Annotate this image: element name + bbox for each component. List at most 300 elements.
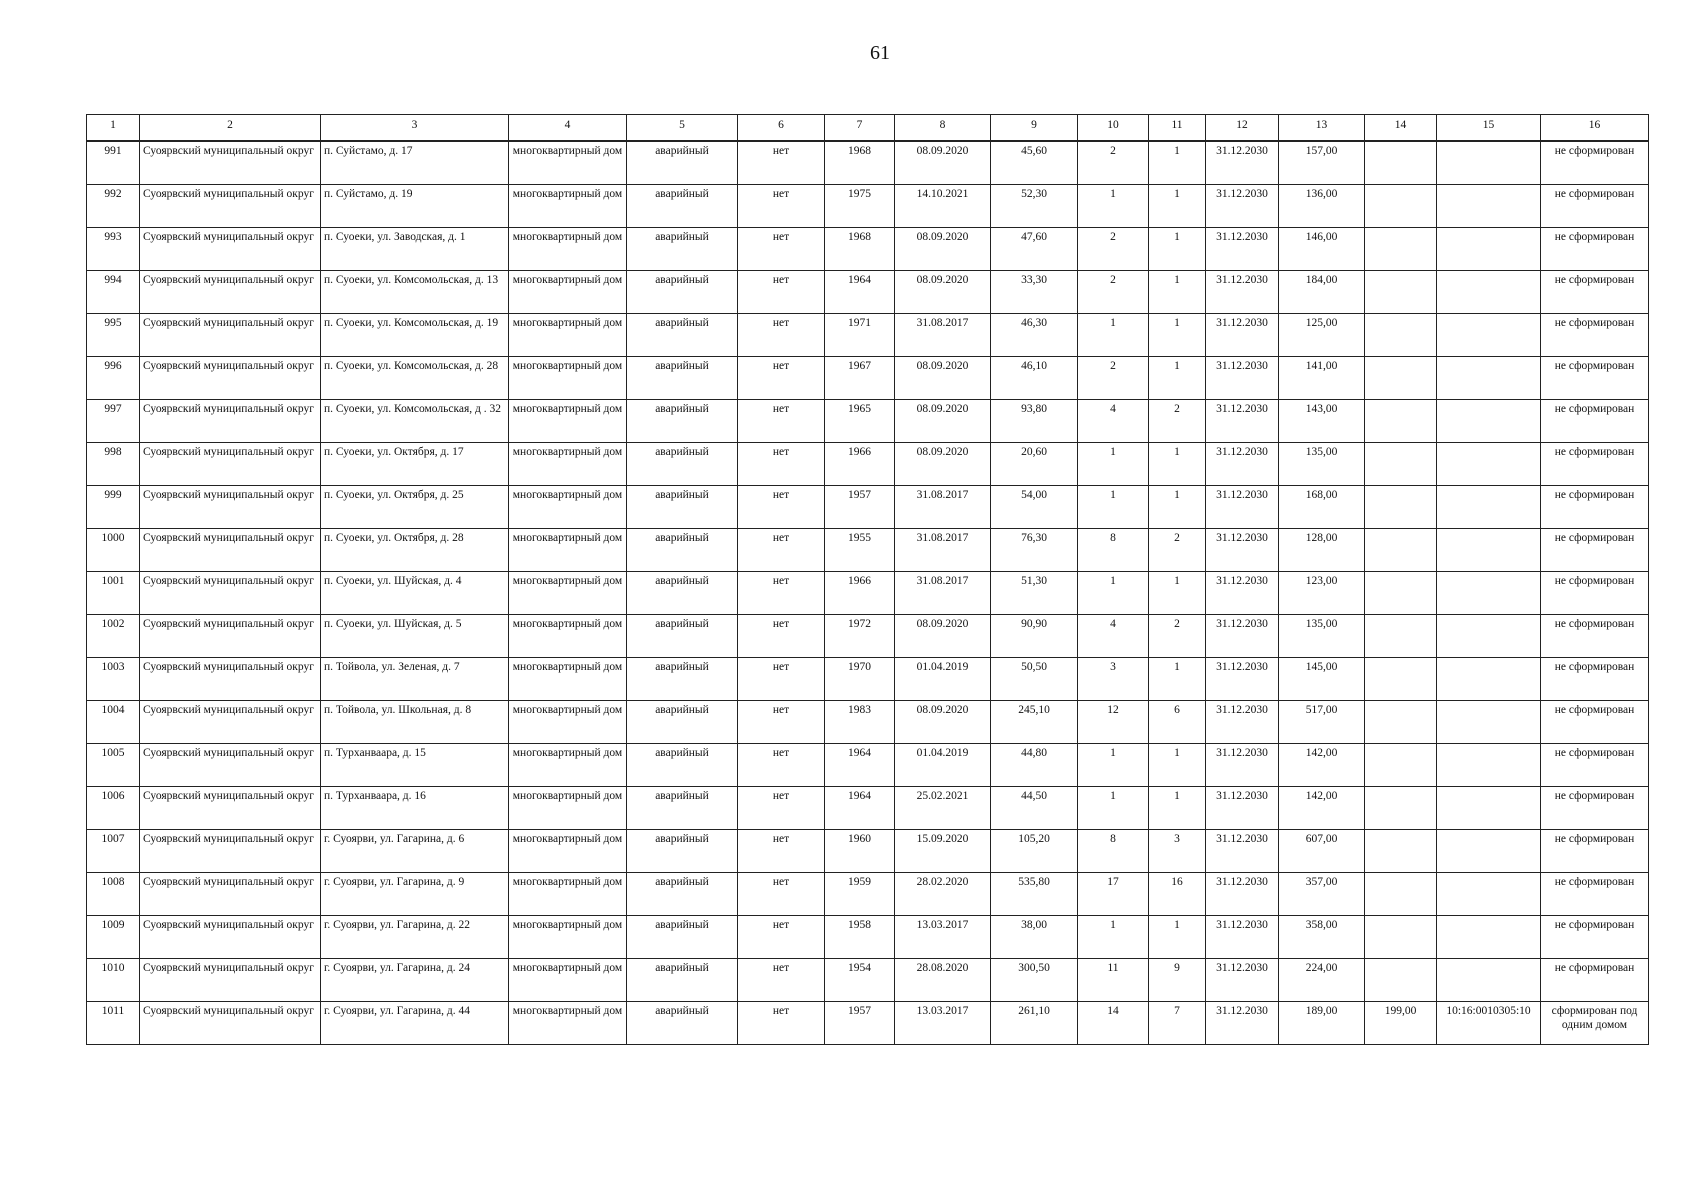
cell-building-type: многоквартирный дом xyxy=(509,915,627,958)
cell-recognition-date: 28.02.2020 xyxy=(895,872,991,915)
cell-municipality: Суоярвский муниципальный округ xyxy=(140,571,321,614)
cell-plot-status: сформирован под одним домом xyxy=(1541,1001,1649,1044)
cell-area: 245,10 xyxy=(991,700,1078,743)
cell-emergency-flag: нет xyxy=(738,614,825,657)
cell-plot-area xyxy=(1365,184,1437,227)
cell-address: п. Суоеки, ул. Октября, д. 17 xyxy=(321,442,509,485)
cell-deadline: 31.12.2030 xyxy=(1206,700,1279,743)
cell-cost: 517,00 xyxy=(1279,700,1365,743)
cell-plot-area xyxy=(1365,141,1437,184)
cell-plot-area xyxy=(1365,227,1437,270)
cell-residents: 12 xyxy=(1078,700,1149,743)
column-header: 12 xyxy=(1206,115,1279,142)
table-row xyxy=(87,786,1649,829)
cell-year-built: 1972 xyxy=(825,614,895,657)
table-row xyxy=(87,743,1649,786)
cell-condition: аварийный xyxy=(627,786,738,829)
cell-area: 90,90 xyxy=(991,614,1078,657)
cell-condition: аварийный xyxy=(627,528,738,571)
cell-area: 47,60 xyxy=(991,227,1078,270)
column-header: 10 xyxy=(1078,115,1149,142)
cell-recognition-date: 08.09.2020 xyxy=(895,399,991,442)
column-number-row xyxy=(87,115,1649,142)
cell-year-built: 1970 xyxy=(825,657,895,700)
cell-row-number: 1005 xyxy=(87,743,140,786)
cell-plot-area xyxy=(1365,958,1437,1001)
cell-building-type: многоквартирный дом xyxy=(509,1001,627,1044)
cell-cadastral-number xyxy=(1437,227,1541,270)
cell-condition: аварийный xyxy=(627,356,738,399)
cell-apartments: 3 xyxy=(1149,829,1206,872)
cell-municipality: Суоярвский муниципальный округ xyxy=(140,700,321,743)
cell-area: 45,60 xyxy=(991,141,1078,184)
cell-row-number: 995 xyxy=(87,313,140,356)
cell-address: п. Суоеки, ул. Комсомольская, д . 32 xyxy=(321,399,509,442)
cell-emergency-flag: нет xyxy=(738,141,825,184)
cell-recognition-date: 15.09.2020 xyxy=(895,829,991,872)
cell-deadline: 31.12.2030 xyxy=(1206,915,1279,958)
cell-deadline: 31.12.2030 xyxy=(1206,1001,1279,1044)
cell-apartments: 1 xyxy=(1149,184,1206,227)
cell-cadastral-number xyxy=(1437,829,1541,872)
cell-area: 38,00 xyxy=(991,915,1078,958)
cell-building-type: многоквартирный дом xyxy=(509,743,627,786)
cell-cost: 123,00 xyxy=(1279,571,1365,614)
cell-area: 44,80 xyxy=(991,743,1078,786)
cell-residents: 2 xyxy=(1078,356,1149,399)
cell-emergency-flag: нет xyxy=(738,270,825,313)
cell-plot-area xyxy=(1365,700,1437,743)
cell-emergency-flag: нет xyxy=(738,442,825,485)
cell-residents: 1 xyxy=(1078,571,1149,614)
cell-cadastral-number xyxy=(1437,270,1541,313)
table-row xyxy=(87,356,1649,399)
cell-building-type: многоквартирный дом xyxy=(509,313,627,356)
cell-cadastral-number xyxy=(1437,872,1541,915)
cell-address: п. Суйстамо, д. 17 xyxy=(321,141,509,184)
cell-cost: 135,00 xyxy=(1279,614,1365,657)
cell-plot-status: не сформирован xyxy=(1541,442,1649,485)
cell-emergency-flag: нет xyxy=(738,571,825,614)
cell-row-number: 1006 xyxy=(87,786,140,829)
cell-municipality: Суоярвский муниципальный округ xyxy=(140,786,321,829)
cell-emergency-flag: нет xyxy=(738,227,825,270)
cell-area: 261,10 xyxy=(991,1001,1078,1044)
table-row xyxy=(87,700,1649,743)
cell-apartments: 1 xyxy=(1149,571,1206,614)
cell-residents: 1 xyxy=(1078,915,1149,958)
cell-plot-area xyxy=(1365,657,1437,700)
cell-building-type: многоквартирный дом xyxy=(509,184,627,227)
cell-condition: аварийный xyxy=(627,743,738,786)
cell-year-built: 1983 xyxy=(825,700,895,743)
cell-plot-area xyxy=(1365,313,1437,356)
cell-plot-area xyxy=(1365,270,1437,313)
cell-apartments: 7 xyxy=(1149,1001,1206,1044)
cell-recognition-date: 08.09.2020 xyxy=(895,700,991,743)
cell-condition: аварийный xyxy=(627,700,738,743)
cell-apartments: 16 xyxy=(1149,872,1206,915)
cell-cadastral-number xyxy=(1437,571,1541,614)
column-header: 14 xyxy=(1365,115,1437,142)
cell-apartments: 1 xyxy=(1149,786,1206,829)
cell-plot-area xyxy=(1365,442,1437,485)
cell-cost: 184,00 xyxy=(1279,270,1365,313)
cell-recognition-date: 08.09.2020 xyxy=(895,141,991,184)
cell-recognition-date: 08.09.2020 xyxy=(895,442,991,485)
table-row xyxy=(87,571,1649,614)
cell-building-type: многоквартирный дом xyxy=(509,442,627,485)
cell-year-built: 1959 xyxy=(825,872,895,915)
cell-residents: 1 xyxy=(1078,184,1149,227)
cell-area: 535,80 xyxy=(991,872,1078,915)
cell-residents: 2 xyxy=(1078,227,1149,270)
table-row xyxy=(87,1001,1649,1044)
cell-municipality: Суоярвский муниципальный округ xyxy=(140,872,321,915)
cell-plot-area xyxy=(1365,915,1437,958)
cell-address: г. Суоярви, ул. Гагарина, д. 6 xyxy=(321,829,509,872)
cell-year-built: 1965 xyxy=(825,399,895,442)
cell-municipality: Суоярвский муниципальный округ xyxy=(140,270,321,313)
cell-year-built: 1964 xyxy=(825,270,895,313)
cell-cadastral-number xyxy=(1437,915,1541,958)
cell-cost: 136,00 xyxy=(1279,184,1365,227)
cell-plot-status: не сформирован xyxy=(1541,356,1649,399)
cell-cost: 135,00 xyxy=(1279,442,1365,485)
cell-address: п. Суоеки, ул. Шуйская, д. 5 xyxy=(321,614,509,657)
cell-year-built: 1957 xyxy=(825,1001,895,1044)
cell-apartments: 1 xyxy=(1149,313,1206,356)
cell-area: 50,50 xyxy=(991,657,1078,700)
cell-plot-status: не сформирован xyxy=(1541,399,1649,442)
cell-municipality: Суоярвский муниципальный округ xyxy=(140,614,321,657)
cell-building-type: многоквартирный дом xyxy=(509,270,627,313)
cell-address: п. Суйстамо, д. 19 xyxy=(321,184,509,227)
cell-municipality: Суоярвский муниципальный округ xyxy=(140,485,321,528)
cell-residents: 2 xyxy=(1078,141,1149,184)
cell-plot-area xyxy=(1365,743,1437,786)
table-row xyxy=(87,270,1649,313)
cell-building-type: многоквартирный дом xyxy=(509,141,627,184)
cell-recognition-date: 08.09.2020 xyxy=(895,270,991,313)
cell-deadline: 31.12.2030 xyxy=(1206,141,1279,184)
cell-residents: 8 xyxy=(1078,829,1149,872)
cell-area: 46,30 xyxy=(991,313,1078,356)
table-row xyxy=(87,485,1649,528)
cell-area: 105,20 xyxy=(991,829,1078,872)
cell-residents: 1 xyxy=(1078,442,1149,485)
cell-apartments: 1 xyxy=(1149,356,1206,399)
cell-residents: 1 xyxy=(1078,786,1149,829)
cell-address: г. Суоярви, ул. Гагарина, д. 9 xyxy=(321,872,509,915)
cell-address: п. Турханваара, д. 15 xyxy=(321,743,509,786)
cell-plot-status: не сформирован xyxy=(1541,700,1649,743)
cell-municipality: Суоярвский муниципальный округ xyxy=(140,184,321,227)
cell-condition: аварийный xyxy=(627,442,738,485)
cell-row-number: 1007 xyxy=(87,829,140,872)
cell-plot-area xyxy=(1365,614,1437,657)
cell-plot-area xyxy=(1365,571,1437,614)
table-row xyxy=(87,227,1649,270)
cell-building-type: многоквартирный дом xyxy=(509,528,627,571)
cell-address: г. Суоярви, ул. Гагарина, д. 22 xyxy=(321,915,509,958)
cell-plot-status: не сформирован xyxy=(1541,528,1649,571)
cell-address: п. Суоеки, ул. Заводская, д. 1 xyxy=(321,227,509,270)
cell-cost: 146,00 xyxy=(1279,227,1365,270)
cell-apartments: 1 xyxy=(1149,270,1206,313)
cell-plot-area xyxy=(1365,872,1437,915)
table-row xyxy=(87,829,1649,872)
cell-cost: 145,00 xyxy=(1279,657,1365,700)
cell-address: п. Суоеки, ул. Октября, д. 25 xyxy=(321,485,509,528)
column-header: 9 xyxy=(991,115,1078,142)
cell-residents: 14 xyxy=(1078,1001,1149,1044)
cell-row-number: 1000 xyxy=(87,528,140,571)
cell-plot-status: не сформирован xyxy=(1541,184,1649,227)
cell-address: г. Суоярви, ул. Гагарина, д. 44 xyxy=(321,1001,509,1044)
cell-recognition-date: 13.03.2017 xyxy=(895,915,991,958)
column-header: 13 xyxy=(1279,115,1365,142)
cell-emergency-flag: нет xyxy=(738,829,825,872)
cell-area: 300,50 xyxy=(991,958,1078,1001)
page-number: 61 xyxy=(870,42,890,64)
cell-cost: 128,00 xyxy=(1279,528,1365,571)
cell-year-built: 1971 xyxy=(825,313,895,356)
cell-recognition-date: 13.03.2017 xyxy=(895,1001,991,1044)
cell-plot-status: не сформирован xyxy=(1541,270,1649,313)
cell-emergency-flag: нет xyxy=(738,356,825,399)
cell-emergency-flag: нет xyxy=(738,485,825,528)
cell-municipality: Суоярвский муниципальный округ xyxy=(140,399,321,442)
cell-residents: 1 xyxy=(1078,313,1149,356)
cell-cadastral-number xyxy=(1437,700,1541,743)
cell-apartments: 9 xyxy=(1149,958,1206,1001)
cell-plot-status: не сформирован xyxy=(1541,786,1649,829)
cell-cost: 157,00 xyxy=(1279,141,1365,184)
cell-emergency-flag: нет xyxy=(738,958,825,1001)
cell-cadastral-number xyxy=(1437,313,1541,356)
cell-deadline: 31.12.2030 xyxy=(1206,184,1279,227)
cell-year-built: 1964 xyxy=(825,786,895,829)
cell-row-number: 1004 xyxy=(87,700,140,743)
cell-address: п. Суоеки, ул. Октября, д. 28 xyxy=(321,528,509,571)
column-header: 16 xyxy=(1541,115,1649,142)
cell-municipality: Суоярвский муниципальный округ xyxy=(140,915,321,958)
cell-cost: 142,00 xyxy=(1279,786,1365,829)
cell-plot-area xyxy=(1365,786,1437,829)
cell-municipality: Суоярвский муниципальный округ xyxy=(140,958,321,1001)
cell-recognition-date: 01.04.2019 xyxy=(895,657,991,700)
cell-plot-status: не сформирован xyxy=(1541,571,1649,614)
cell-residents: 11 xyxy=(1078,958,1149,1001)
cell-deadline: 31.12.2030 xyxy=(1206,657,1279,700)
cell-deadline: 31.12.2030 xyxy=(1206,270,1279,313)
cell-emergency-flag: нет xyxy=(738,528,825,571)
table-row xyxy=(87,184,1649,227)
cell-deadline: 31.12.2030 xyxy=(1206,442,1279,485)
cell-cadastral-number xyxy=(1437,614,1541,657)
cell-recognition-date: 31.08.2017 xyxy=(895,528,991,571)
cell-recognition-date: 01.04.2019 xyxy=(895,743,991,786)
cell-emergency-flag: нет xyxy=(738,184,825,227)
cell-cost: 168,00 xyxy=(1279,485,1365,528)
cell-residents: 3 xyxy=(1078,657,1149,700)
cell-condition: аварийный xyxy=(627,184,738,227)
cell-row-number: 1003 xyxy=(87,657,140,700)
cell-area: 76,30 xyxy=(991,528,1078,571)
table-header xyxy=(87,115,1649,142)
cell-emergency-flag: нет xyxy=(738,399,825,442)
cell-municipality: Суоярвский муниципальный округ xyxy=(140,356,321,399)
cell-building-type: многоквартирный дом xyxy=(509,700,627,743)
cell-residents: 1 xyxy=(1078,485,1149,528)
cell-recognition-date: 08.09.2020 xyxy=(895,614,991,657)
cell-year-built: 1968 xyxy=(825,227,895,270)
cell-address: п. Суоеки, ул. Комсомольская, д. 19 xyxy=(321,313,509,356)
cell-address: п. Суоеки, ул. Комсомольская, д. 13 xyxy=(321,270,509,313)
column-header: 15 xyxy=(1437,115,1541,142)
column-header: 7 xyxy=(825,115,895,142)
cell-cadastral-number xyxy=(1437,356,1541,399)
cell-plot-area: 199,00 xyxy=(1365,1001,1437,1044)
housing-registry-table xyxy=(86,114,1649,1045)
cell-row-number: 998 xyxy=(87,442,140,485)
cell-cadastral-number xyxy=(1437,399,1541,442)
cell-condition: аварийный xyxy=(627,227,738,270)
cell-area: 20,60 xyxy=(991,442,1078,485)
cell-deadline: 31.12.2030 xyxy=(1206,571,1279,614)
cell-cost: 143,00 xyxy=(1279,399,1365,442)
cell-recognition-date: 14.10.2021 xyxy=(895,184,991,227)
table-row xyxy=(87,442,1649,485)
cell-year-built: 1967 xyxy=(825,356,895,399)
cell-row-number: 1009 xyxy=(87,915,140,958)
cell-condition: аварийный xyxy=(627,657,738,700)
cell-row-number: 992 xyxy=(87,184,140,227)
cell-condition: аварийный xyxy=(627,829,738,872)
cell-condition: аварийный xyxy=(627,313,738,356)
cell-plot-status: не сформирован xyxy=(1541,872,1649,915)
cell-cost: 357,00 xyxy=(1279,872,1365,915)
cell-cadastral-number xyxy=(1437,786,1541,829)
cell-address: п. Тойвола, ул. Школьная, д. 8 xyxy=(321,700,509,743)
cell-address: п. Суоеки, ул. Комсомольская, д. 28 xyxy=(321,356,509,399)
cell-year-built: 1958 xyxy=(825,915,895,958)
cell-emergency-flag: нет xyxy=(738,700,825,743)
column-header: 1 xyxy=(87,115,140,142)
cell-row-number: 1001 xyxy=(87,571,140,614)
cell-plot-area xyxy=(1365,528,1437,571)
cell-year-built: 1968 xyxy=(825,141,895,184)
cell-emergency-flag: нет xyxy=(738,786,825,829)
cell-recognition-date: 31.08.2017 xyxy=(895,485,991,528)
cell-building-type: многоквартирный дом xyxy=(509,614,627,657)
cell-row-number: 1002 xyxy=(87,614,140,657)
cell-building-type: многоквартирный дом xyxy=(509,958,627,1001)
cell-plot-area xyxy=(1365,399,1437,442)
cell-condition: аварийный xyxy=(627,872,738,915)
cell-municipality: Суоярвский муниципальный округ xyxy=(140,657,321,700)
cell-row-number: 997 xyxy=(87,399,140,442)
cell-row-number: 1011 xyxy=(87,1001,140,1044)
cell-building-type: многоквартирный дом xyxy=(509,227,627,270)
cell-building-type: многоквартирный дом xyxy=(509,657,627,700)
cell-emergency-flag: нет xyxy=(738,872,825,915)
cell-building-type: многоквартирный дом xyxy=(509,786,627,829)
cell-condition: аварийный xyxy=(627,915,738,958)
cell-municipality: Суоярвский муниципальный округ xyxy=(140,313,321,356)
cell-year-built: 1975 xyxy=(825,184,895,227)
cell-emergency-flag: нет xyxy=(738,915,825,958)
cell-apartments: 1 xyxy=(1149,915,1206,958)
cell-deadline: 31.12.2030 xyxy=(1206,313,1279,356)
cell-deadline: 31.12.2030 xyxy=(1206,614,1279,657)
cell-plot-status: не сформирован xyxy=(1541,227,1649,270)
cell-apartments: 2 xyxy=(1149,528,1206,571)
cell-condition: аварийный xyxy=(627,571,738,614)
cell-recognition-date: 31.08.2017 xyxy=(895,313,991,356)
cell-plot-status: не сформирован xyxy=(1541,313,1649,356)
cell-plot-area xyxy=(1365,829,1437,872)
cell-cost: 189,00 xyxy=(1279,1001,1365,1044)
cell-apartments: 1 xyxy=(1149,141,1206,184)
cell-recognition-date: 31.08.2017 xyxy=(895,571,991,614)
column-header: 8 xyxy=(895,115,991,142)
cell-deadline: 31.12.2030 xyxy=(1206,485,1279,528)
cell-apartments: 1 xyxy=(1149,657,1206,700)
cell-deadline: 31.12.2030 xyxy=(1206,528,1279,571)
cell-recognition-date: 28.08.2020 xyxy=(895,958,991,1001)
cell-plot-status: не сформирован xyxy=(1541,657,1649,700)
cell-plot-status: не сформирован xyxy=(1541,743,1649,786)
column-header: 6 xyxy=(738,115,825,142)
cell-plot-area xyxy=(1365,356,1437,399)
cell-apartments: 1 xyxy=(1149,743,1206,786)
cell-apartments: 1 xyxy=(1149,485,1206,528)
cell-row-number: 991 xyxy=(87,141,140,184)
cell-condition: аварийный xyxy=(627,614,738,657)
table-row xyxy=(87,528,1649,571)
cell-plot-status: не сформирован xyxy=(1541,829,1649,872)
cell-cost: 607,00 xyxy=(1279,829,1365,872)
column-header: 4 xyxy=(509,115,627,142)
cell-recognition-date: 25.02.2021 xyxy=(895,786,991,829)
cell-building-type: многоквартирный дом xyxy=(509,872,627,915)
table-row xyxy=(87,141,1649,184)
cell-municipality: Суоярвский муниципальный округ xyxy=(140,743,321,786)
table-row xyxy=(87,313,1649,356)
cell-year-built: 1966 xyxy=(825,442,895,485)
cell-municipality: Суоярвский муниципальный округ xyxy=(140,1001,321,1044)
cell-condition: аварийный xyxy=(627,485,738,528)
cell-row-number: 999 xyxy=(87,485,140,528)
cell-deadline: 31.12.2030 xyxy=(1206,786,1279,829)
cell-area: 44,50 xyxy=(991,786,1078,829)
cell-cadastral-number xyxy=(1437,958,1541,1001)
column-header: 3 xyxy=(321,115,509,142)
cell-cost: 141,00 xyxy=(1279,356,1365,399)
cell-municipality: Суоярвский муниципальный округ xyxy=(140,442,321,485)
table-row xyxy=(87,399,1649,442)
cell-deadline: 31.12.2030 xyxy=(1206,958,1279,1001)
column-header: 5 xyxy=(627,115,738,142)
cell-cadastral-number xyxy=(1437,442,1541,485)
cell-plot-status: не сформирован xyxy=(1541,485,1649,528)
cell-address: п. Турханваара, д. 16 xyxy=(321,786,509,829)
cell-municipality: Суоярвский муниципальный округ xyxy=(140,528,321,571)
cell-row-number: 1008 xyxy=(87,872,140,915)
cell-year-built: 1955 xyxy=(825,528,895,571)
